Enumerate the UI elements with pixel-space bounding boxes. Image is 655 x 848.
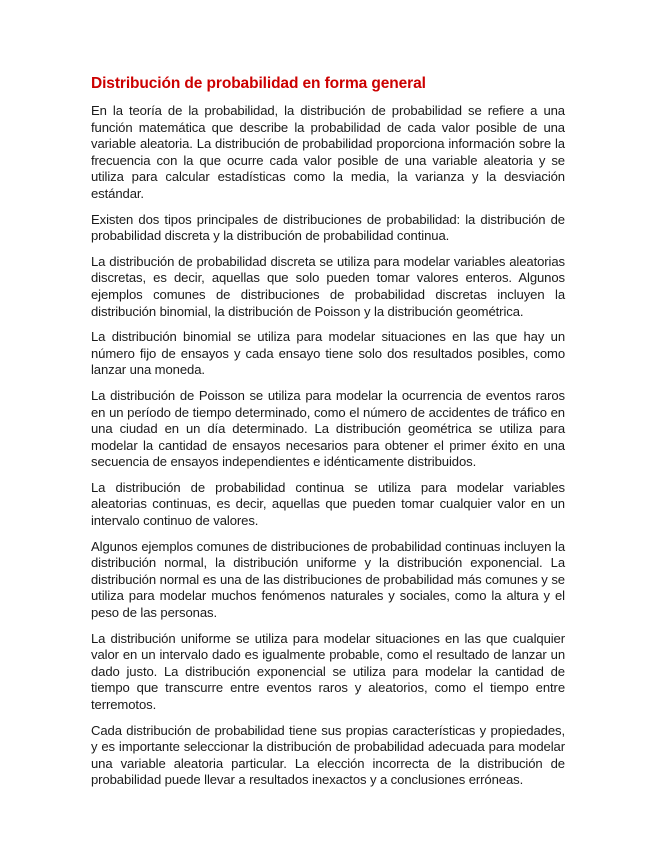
document-page — [91, 74, 565, 798]
document-title: Distribución de probabilidad en forma general — [91, 75, 426, 92]
paragraph-types: Existen dos tipos principales de distribuciones de probabilidad: la distribución de probabilidad discreta y la distribución de probabilidad continua. — [91, 211, 565, 244]
paragraph-discrete: La distribución de probabilidad discreta se utiliza para modelar variables aleatorias discretas, es decir, aquellas que solo pueden tomar valores enteros. Algunos ejemplos comunes de distribuciones de probabilidad discretas incluyen la distribución binomial, la distribución de Poisson y la distribución geométrica. — [91, 253, 565, 319]
paragraph-uniform-exponential: La distribución uniforme se utiliza para modelar situaciones en las que cualquier valor en un intervalo dado es igualmente probable, como el resultado de lanzar un dado justo. La distribución exponencial se utiliza para modelar la cantidad de tiempo que transcurre entre eventos raros y aleatorios, como el tiempo entre terremotos. — [91, 630, 565, 712]
paragraph-continuous-examples: Algunos ejemplos comunes de distribuciones de probabilidad continuas incluyen la distribución normal, la distribución uniforme y la distribución exponencial. La distribución normal es una de las distribuciones de probabilidad más comunes y se utiliza para modelar muchos fenómenos naturales y sociales, como la altura y el peso de las personas. — [91, 538, 565, 621]
paragraph-intro: En la teoría de la probabilidad, la distribución de probabilidad se refiere a una función matemática que describe la probabilidad de cada valor posible de una variable aleatoria. La distribución de probabilidad proporciona información sobre la frecuencia con la que ocurre cada valor posible de una variable aleatoria y se utiliza para calcular estadísticas como la media, la varianza y la desviación estándar. — [91, 103, 565, 201]
paragraph-conclusion: Cada distribución de probabilidad tiene sus propias características y propiedades, y es importante seleccionar la distribución de probabilidad adecuada para modelar una variable aleatoria particular. La elección incorrecta de la distribución de probabilidad puede llevar a resultados inexactos y a conclusiones erróneas. — [91, 722, 565, 788]
paragraph-poisson-geometric: La distribución de Poisson se utiliza para modelar la ocurrencia de eventos raros en un período de tiempo determinado, como el número de accidentes de tráfico en una ciudad en un día determinado. La distribución geométrica se utiliza para modelar la cantidad de ensayos necesarios para obtener el primer éxito en una secuencia de ensayos independientes e idénticamente distribuidos. — [91, 387, 565, 470]
paragraph-continuous: La distribución de probabilidad continua se utiliza para modelar variables aleatorias continuas, es decir, aquellas que pueden tomar cualquier valor en un intervalo continuo de valores. — [91, 479, 565, 529]
paragraph-binomial: La distribución binomial se utiliza para modelar situaciones en las que hay un número fijo de ensayos y cada ensayo tiene solo dos resultados posibles, como lanzar una moneda. — [91, 329, 565, 378]
